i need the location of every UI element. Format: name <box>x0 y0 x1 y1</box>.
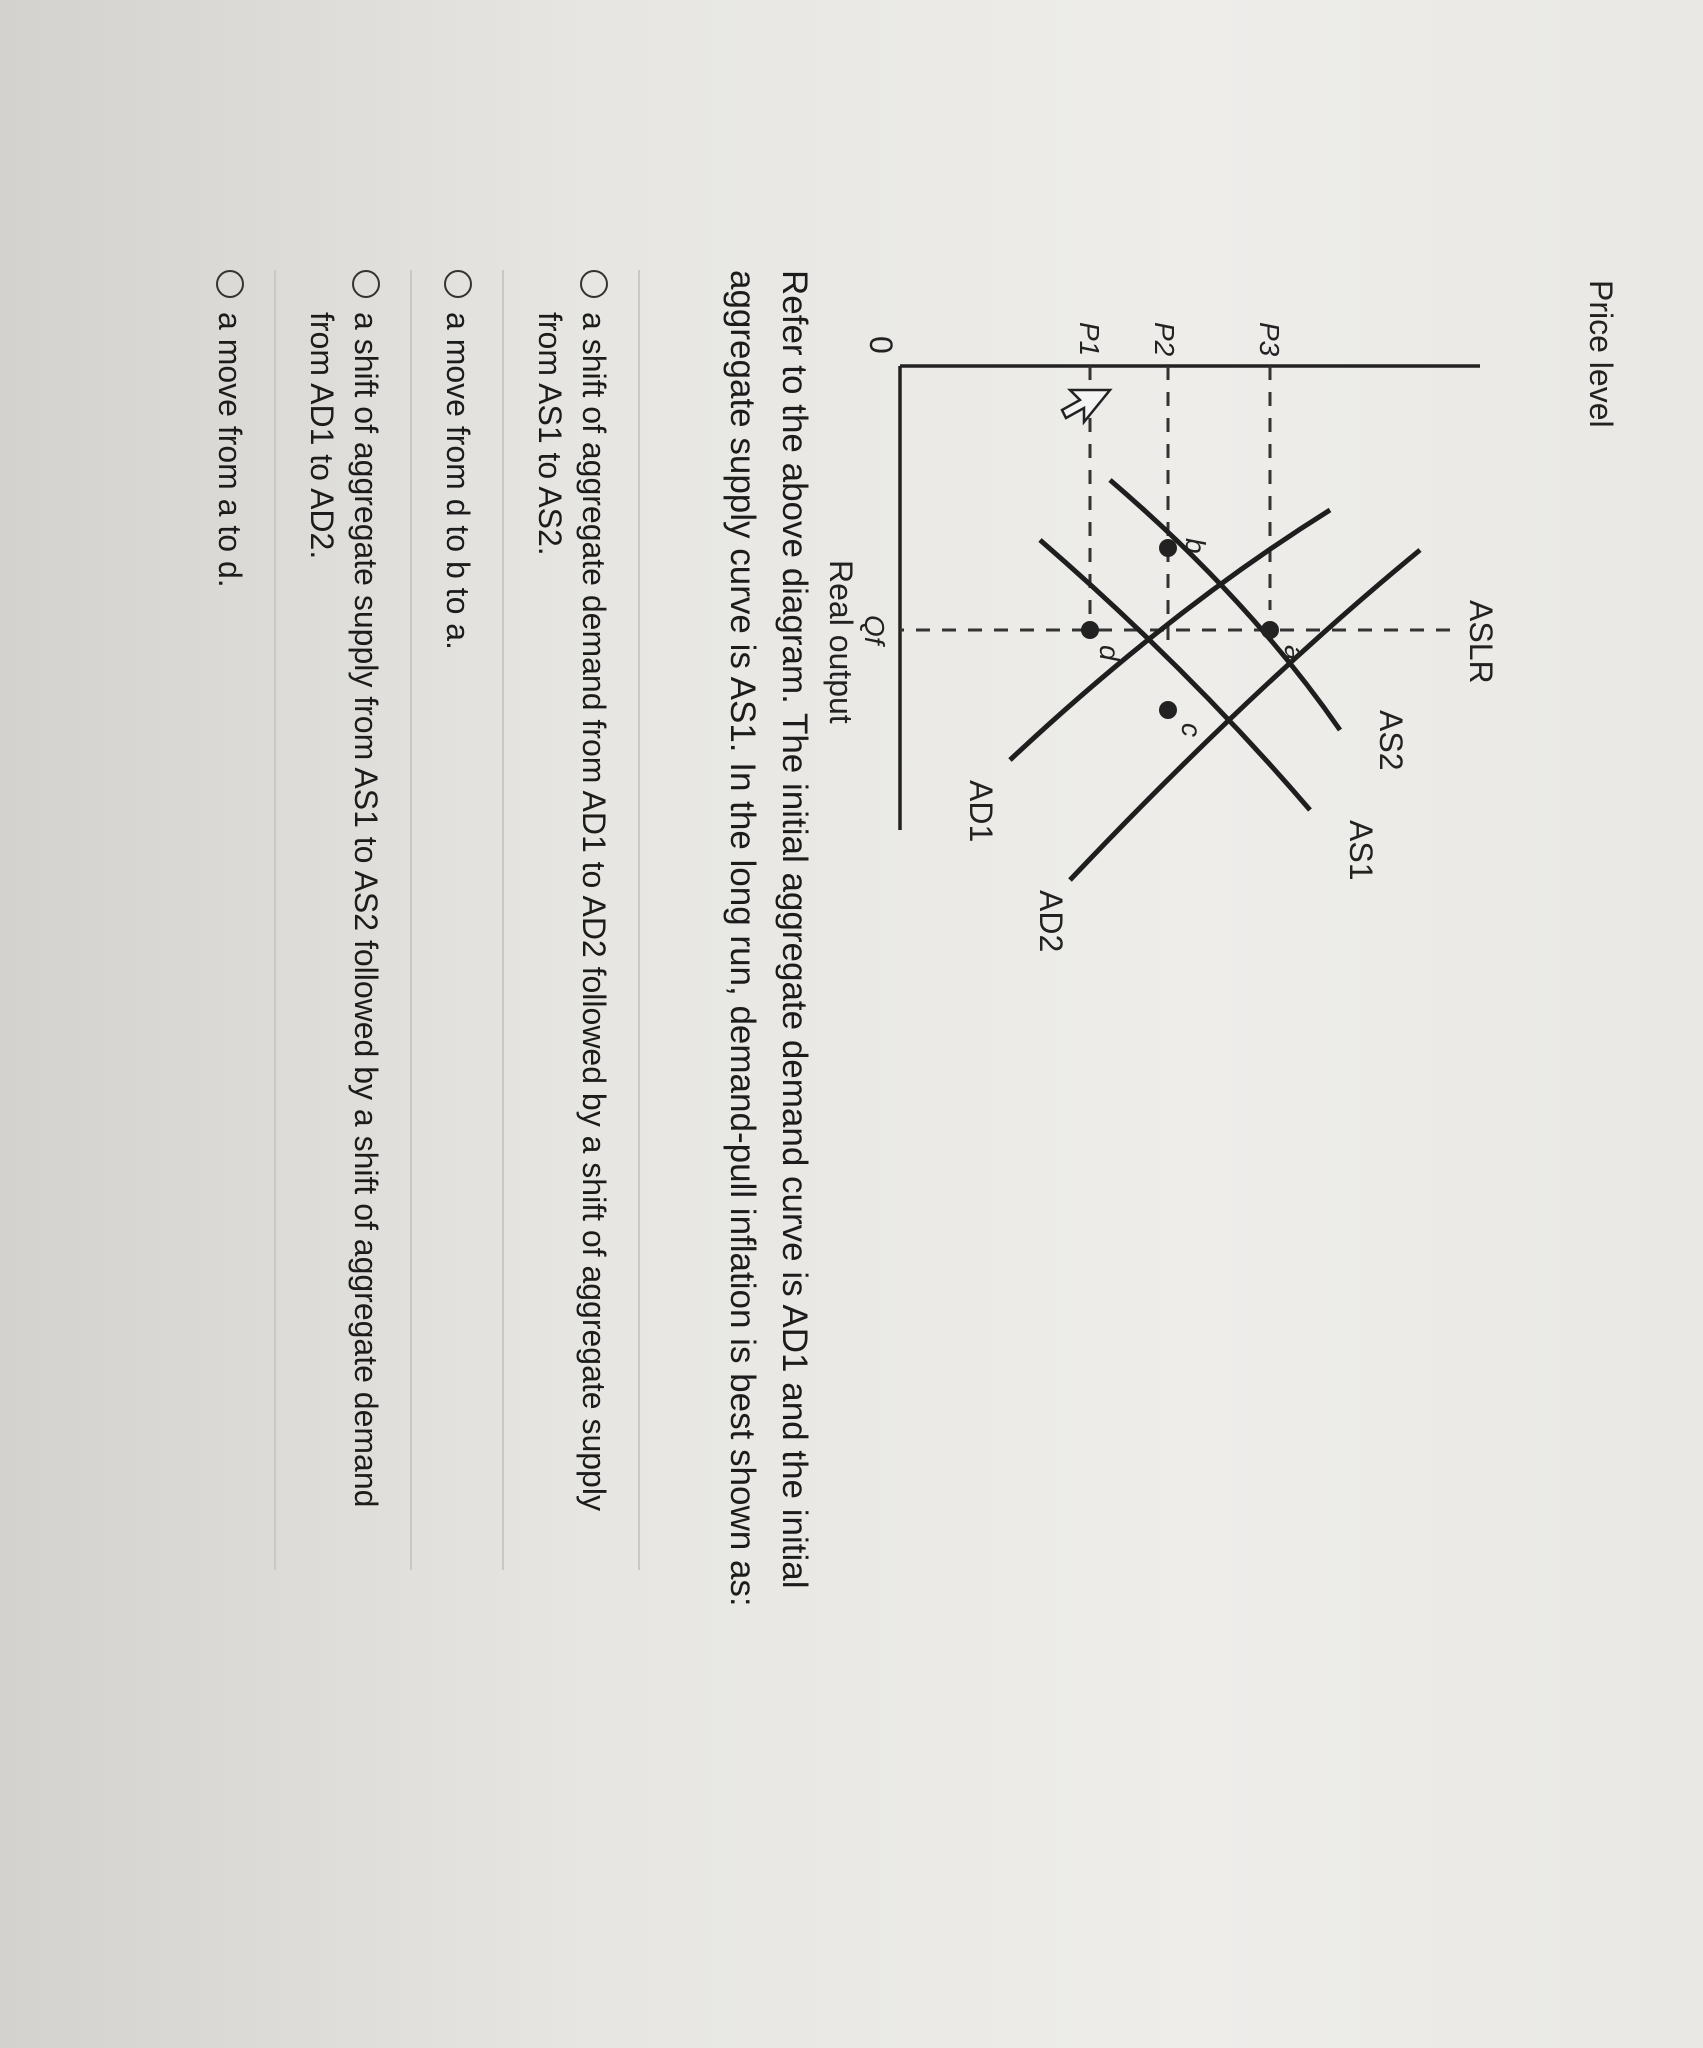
origin-label: 0 <box>863 336 899 354</box>
choice-label: a move from a to d. <box>212 312 248 588</box>
as1-label: AS1 <box>1343 820 1379 881</box>
point-c-label: c <box>1176 723 1207 737</box>
x-axis-label: Real output <box>823 560 859 724</box>
answer-choices <box>184 270 640 1570</box>
ad1-label: AD1 <box>963 780 999 843</box>
radio-button-icon[interactable] <box>216 270 244 298</box>
aslr-label: ASLR <box>1463 600 1499 684</box>
point-d-marker <box>1081 621 1099 639</box>
price-label-p1: P1 <box>1074 322 1105 357</box>
y-axis-label: Price level <box>1583 280 1619 428</box>
point-a-label: a <box>1279 645 1310 661</box>
radio-button-icon[interactable] <box>580 270 608 298</box>
choice-label: a shift of aggregate supply from AS1 to AS2 followed by a shift of aggregate demand from AD1 to AD2. <box>304 312 384 1508</box>
choice-option-3[interactable] <box>276 270 412 1570</box>
point-c-marker <box>1159 701 1177 719</box>
choice-label: a shift of aggregate demand from AD1 to AD2 followed by a shift of aggregate supply from AS1 to AS2. <box>532 312 612 1511</box>
point-b-label: b <box>1180 538 1211 554</box>
ad2-label: AD2 <box>1033 890 1069 953</box>
as2-curve <box>1110 480 1340 730</box>
choice-option-2[interactable] <box>412 270 504 1570</box>
radio-button-icon[interactable] <box>444 270 472 298</box>
quiz-page <box>10 270 1630 1910</box>
quantity-label-qf: Qf <box>859 615 890 645</box>
point-d-label: d <box>1094 645 1125 661</box>
choice-label: a move from d to b to a. <box>440 312 476 650</box>
question-text: Refer to the above diagram. The initial aggregate demand curve is AD1 and the initial aggregate supply curve is AS1. In the long run, demand-pull inflation is best shown as: <box>723 270 814 1607</box>
price-label-p2: P2 <box>1149 322 1180 357</box>
price-label-p3: P3 <box>1254 322 1285 357</box>
choice-option-4[interactable] <box>184 270 276 1570</box>
point-a-marker <box>1261 621 1279 639</box>
radio-button-icon[interactable] <box>352 270 380 298</box>
point-b-marker <box>1159 539 1177 557</box>
choice-option-1[interactable] <box>504 270 640 1570</box>
aggregate-supply-demand-diagram <box>823 270 1630 1570</box>
as2-label: AS2 <box>1373 710 1409 771</box>
mouse-pointer-icon <box>1062 390 1110 422</box>
